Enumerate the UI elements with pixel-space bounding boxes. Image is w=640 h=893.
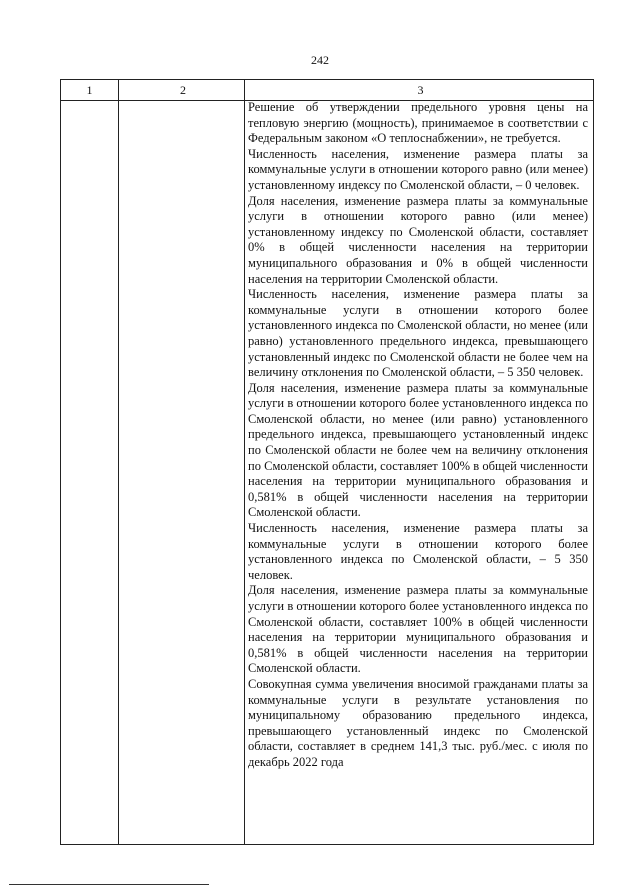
header-cell-1: 1 [86,83,93,97]
paragraph-population-above-regional-index: Численность населения, изменение размера платы за коммунальные услуги в отношении которого более установленного индекса по Смоленской области, – 5 350 человек. [248,521,588,582]
header-cell-3: 3 [417,83,424,97]
column-divider-1 [118,80,119,844]
paragraph-price-limit: Решение об утверждении предельного уровня цены на тепловую энергию (мощность), принимаемое в соответствии с Федеральным законом «О теплоснабжении», не требуется. [248,100,588,146]
paragraph-share-equal-index: Доля населения, изменение размера платы за коммунальные услуги в отношении которого равно (или менее) установленному индексу по Смоленской области, составляет 0% в общей численности населения на территории муниципального образования и 0% в общей численности населения на территории Смоленской области. [248,193,588,286]
document-table [60,79,594,845]
table-header-row [61,80,593,101]
column-3-content [248,100,588,771]
footer-rule [9,884,209,885]
paragraph-population-equal-index: Численность населения, изменение размера платы за коммунальные услуги в отношении которого равно (или менее) установленному индексу по Смоленской области, – 0 человек. [248,146,588,192]
paragraph-share-above-regional-index: Доля населения, изменение размера платы за коммунальные услуги в отношении которого более установленного индекса по Смоленской области, составляет 100% в общей численности населения на территории муниципального образования и 0,581% в общей численности населения на территории Смоленской области. [248,583,588,676]
paragraph-share-above-index: Доля населения, изменение размера платы за коммунальные услуги в отношении которого более установленного индекса по Смоленской области, но менее (или равно) установленного предельного индекса, превышающего установленный индекс по Смоленской области не более чем на величину отклонения по Смоленской области, составляет 100% в общей численности населения на территории муниципального образования и 0,581% в общей численности населения на территории Смоленской области. [248,380,588,520]
paragraph-total-increase: Совокупная сумма увеличения вносимой гражданами платы за коммунальные услуги в результате установления по муниципальному образованию предельного индекса, превышающего установленный индекс по Смоленской области, составляет в среднем 141,3 тыс. руб./мес. с июля по декабрь 2022 года [248,676,588,769]
paragraph-population-above-index: Численность населения, изменение размера платы за коммунальные услуги в отношении которого более установленного индекса по Смоленской области, но менее (или равно) установленного предельного индекса, превышающего установленный индекс по Смоленской области не более чем на величину отклонения по Смоленской области, – 5 350 человек. [248,287,588,380]
header-cell-2: 2 [180,83,186,97]
column-divider-2 [244,80,245,844]
page-number: 242 [311,53,329,67]
